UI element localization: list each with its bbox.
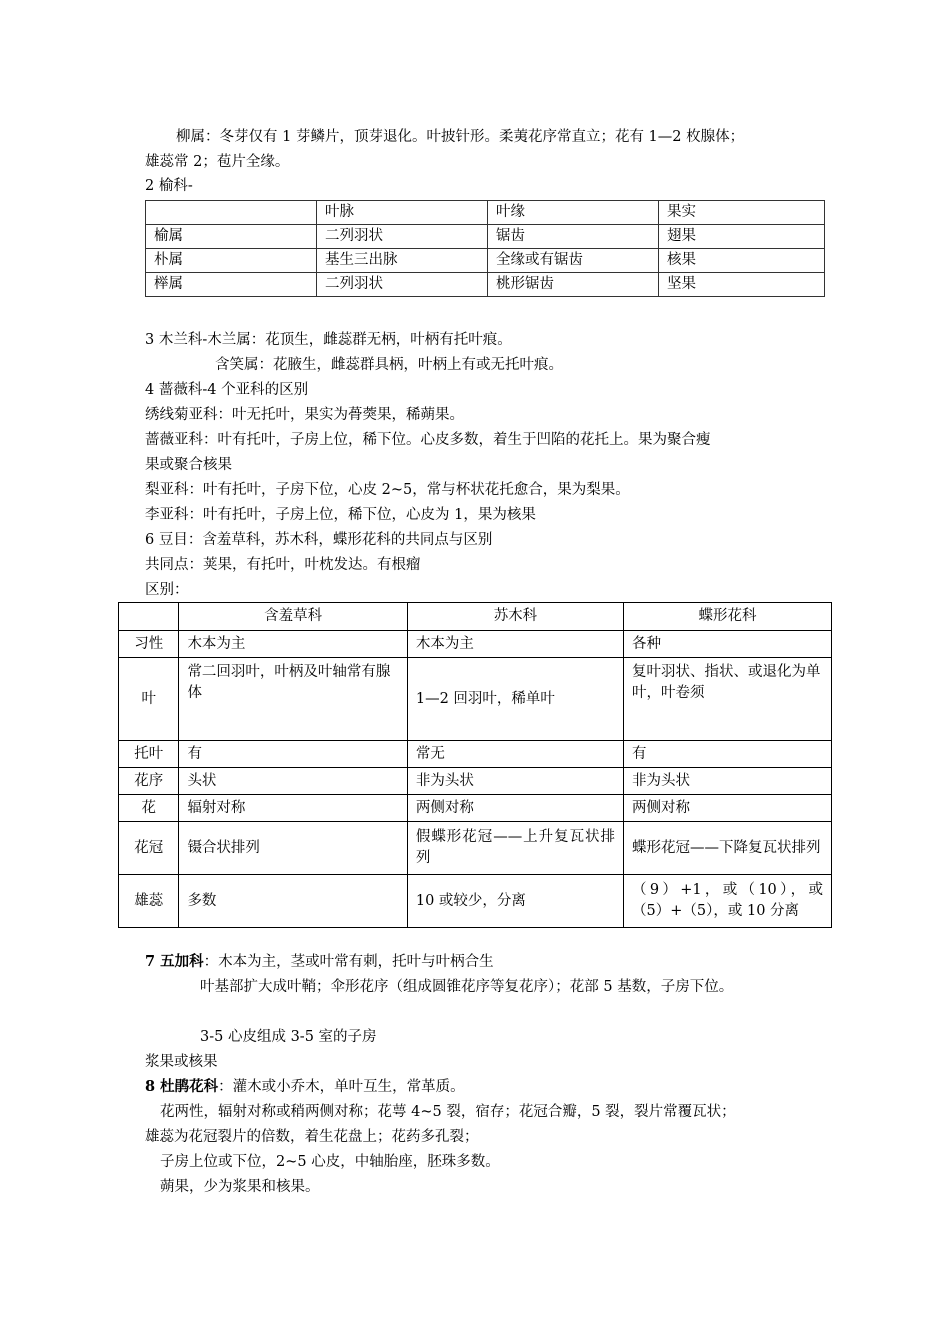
table-cell: 蝶形花科 bbox=[624, 603, 832, 631]
spiraea-line: 绣线菊亚科：叶无托叶，果实为蓇葖果，稀蒴果。 bbox=[145, 407, 464, 423]
table-cell: 锯齿 bbox=[488, 225, 659, 249]
table-row bbox=[119, 795, 832, 822]
legume-table bbox=[118, 602, 832, 928]
table-cell: 多数 bbox=[179, 875, 407, 928]
elm-heading: 2 榆科- bbox=[145, 178, 193, 194]
table-cell: 辐射对称 bbox=[179, 795, 407, 822]
table-row bbox=[119, 741, 832, 768]
table-cell: 叶 bbox=[119, 658, 179, 741]
araliaceae-text: ：木本为主，茎或叶常有刺，托叶与叶柄合生 bbox=[203, 954, 494, 970]
table-cell: 坚果 bbox=[659, 273, 825, 297]
table-cell: （9）+1，或（10），或（5）+（5），或 10 分离 bbox=[624, 875, 832, 928]
table-cell: 果实 bbox=[659, 201, 825, 225]
araliaceae-line-4: 浆果或核果 bbox=[145, 1054, 218, 1070]
table-cell: 10 或较少，分离 bbox=[407, 875, 623, 928]
willow-line-2: 雄蕊常 2；苞片全缘。 bbox=[145, 154, 290, 170]
table-cell: 花 bbox=[119, 795, 179, 822]
rosaceae-heading: 4 蔷薇科-4 个亚科的区别 bbox=[145, 382, 309, 398]
table-cell: 花冠 bbox=[119, 822, 179, 875]
table-cell: 叶缘 bbox=[488, 201, 659, 225]
araliaceae-line-3: 3-5 心皮组成 3-5 室的子房 bbox=[200, 1029, 377, 1045]
table-row bbox=[119, 631, 832, 658]
table-header-row bbox=[146, 201, 825, 225]
ericaceae-line-5: 蒴果，少为浆果和核果。 bbox=[160, 1179, 320, 1195]
ericaceae-heading: 8 杜鹃花科 bbox=[145, 1078, 219, 1095]
table-cell bbox=[119, 603, 179, 631]
common-line: 共同点：荚果，有托叶，叶枕发达。有根瘤 bbox=[145, 557, 421, 573]
legume-heading: 6 豆目：含羞草科，苏木科，蝶形花科的共同点与区别 bbox=[145, 532, 493, 548]
table-cell: 有 bbox=[624, 741, 832, 768]
araliaceae-line-2: 叶基部扩大成叶鞘；伞形花序（组成圆锥花序等复花序）；花部 5 基数，子房下位。 bbox=[200, 979, 734, 995]
table-cell: 榉属 bbox=[146, 273, 317, 297]
table-cell: 朴属 bbox=[146, 249, 317, 273]
table-cell: 二列羽状 bbox=[317, 273, 488, 297]
araliaceae-line-1 bbox=[145, 952, 494, 972]
willow-line-1: 柳属：冬芽仅有 1 芽鳞片，顶芽退化。叶披针形。柔荑花序常直立；花有 1—2 枚腺体； bbox=[176, 129, 745, 145]
table-cell: 非为头状 bbox=[624, 768, 832, 795]
table-cell: 含羞草科 bbox=[179, 603, 407, 631]
table-cell: 头状 bbox=[179, 768, 407, 795]
table-cell: 1—2 回羽叶，稀单叶 bbox=[407, 658, 623, 741]
ericaceae-line-1 bbox=[145, 1077, 465, 1097]
table-cell: 苏木科 bbox=[407, 603, 623, 631]
table-cell: 叶脉 bbox=[317, 201, 488, 225]
table-cell: 常无 bbox=[407, 741, 623, 768]
table-cell: 习性 bbox=[119, 631, 179, 658]
rosoideae-line-1: 蔷薇亚科：叶有托叶，子房上位，稀下位。心皮多数，着生于凹陷的花托上。果为聚合瘦 bbox=[145, 432, 711, 448]
table-cell: 常二回羽叶，叶柄及叶轴常有腺体 bbox=[179, 658, 407, 741]
table-cell: 镊合状排列 bbox=[179, 822, 407, 875]
table-cell: 木本为主 bbox=[407, 631, 623, 658]
table-cell: 全缘或有锯齿 bbox=[488, 249, 659, 273]
araliaceae-heading: 7 五加科 bbox=[145, 953, 204, 970]
table-cell bbox=[146, 201, 317, 225]
diff-label: 区别： bbox=[145, 582, 189, 598]
table-cell: 两侧对称 bbox=[407, 795, 623, 822]
magnolia-line-1: 3 木兰科-木兰属：花顶生，雌蕊群无柄，叶柄有托叶痕。 bbox=[145, 332, 512, 348]
table-row bbox=[119, 658, 832, 741]
table-cell: 托叶 bbox=[119, 741, 179, 768]
table-cell: 花序 bbox=[119, 768, 179, 795]
table-row bbox=[146, 225, 825, 249]
table-cell: 两侧对称 bbox=[624, 795, 832, 822]
magnolia-line-2: 含笑属：花腋生，雌蕊群具柄，叶柄上有或无托叶痕。 bbox=[215, 357, 563, 373]
table-row bbox=[119, 768, 832, 795]
table-row bbox=[146, 273, 825, 297]
table-cell: 翅果 bbox=[659, 225, 825, 249]
table-cell: 核果 bbox=[659, 249, 825, 273]
table-cell: 木本为主 bbox=[179, 631, 407, 658]
elm-table bbox=[145, 200, 825, 297]
table-cell: 二列羽状 bbox=[317, 225, 488, 249]
table-row bbox=[146, 249, 825, 273]
table-header-row bbox=[119, 603, 832, 631]
ericaceae-line-4: 子房上位或下位，2~5 心皮，中轴胎座，胚珠多数。 bbox=[160, 1154, 500, 1170]
prunoideae-line: 李亚科：叶有托叶，子房上位，稀下位，心皮为 1，果为核果 bbox=[145, 507, 536, 523]
ericaceae-text: ：灌木或小乔木，单叶互生，常革质。 bbox=[218, 1079, 465, 1095]
table-cell: 基生三出脉 bbox=[317, 249, 488, 273]
table-cell: 非为头状 bbox=[407, 768, 623, 795]
table-cell: 假蝶形花冠——上升复瓦状排列 bbox=[407, 822, 623, 875]
table-cell: 有 bbox=[179, 741, 407, 768]
table-cell: 各种 bbox=[624, 631, 832, 658]
ericaceae-line-2: 花两性，辐射对称或稍两侧对称；花萼 4~5 裂，宿存；花冠合瓣，5 裂，裂片常覆瓦状； bbox=[160, 1104, 736, 1120]
ericaceae-line-3: 雄蕊为花冠裂片的倍数，着生花盘上；花药多孔裂； bbox=[145, 1129, 479, 1145]
table-row bbox=[119, 875, 832, 928]
table-cell: 蝶形花冠——下降复瓦状排列 bbox=[624, 822, 832, 875]
table-cell: 复叶羽状、指状、或退化为单叶，叶卷须 bbox=[624, 658, 832, 741]
maloideae-line: 梨亚科：叶有托叶，子房下位，心皮 2~5，常与杯状花托愈合，果为梨果。 bbox=[145, 482, 630, 498]
table-cell: 榆属 bbox=[146, 225, 317, 249]
table-cell: 雄蕊 bbox=[119, 875, 179, 928]
table-row bbox=[119, 822, 832, 875]
table-cell: 桃形锯齿 bbox=[488, 273, 659, 297]
rosoideae-line-2: 果或聚合核果 bbox=[145, 457, 232, 473]
